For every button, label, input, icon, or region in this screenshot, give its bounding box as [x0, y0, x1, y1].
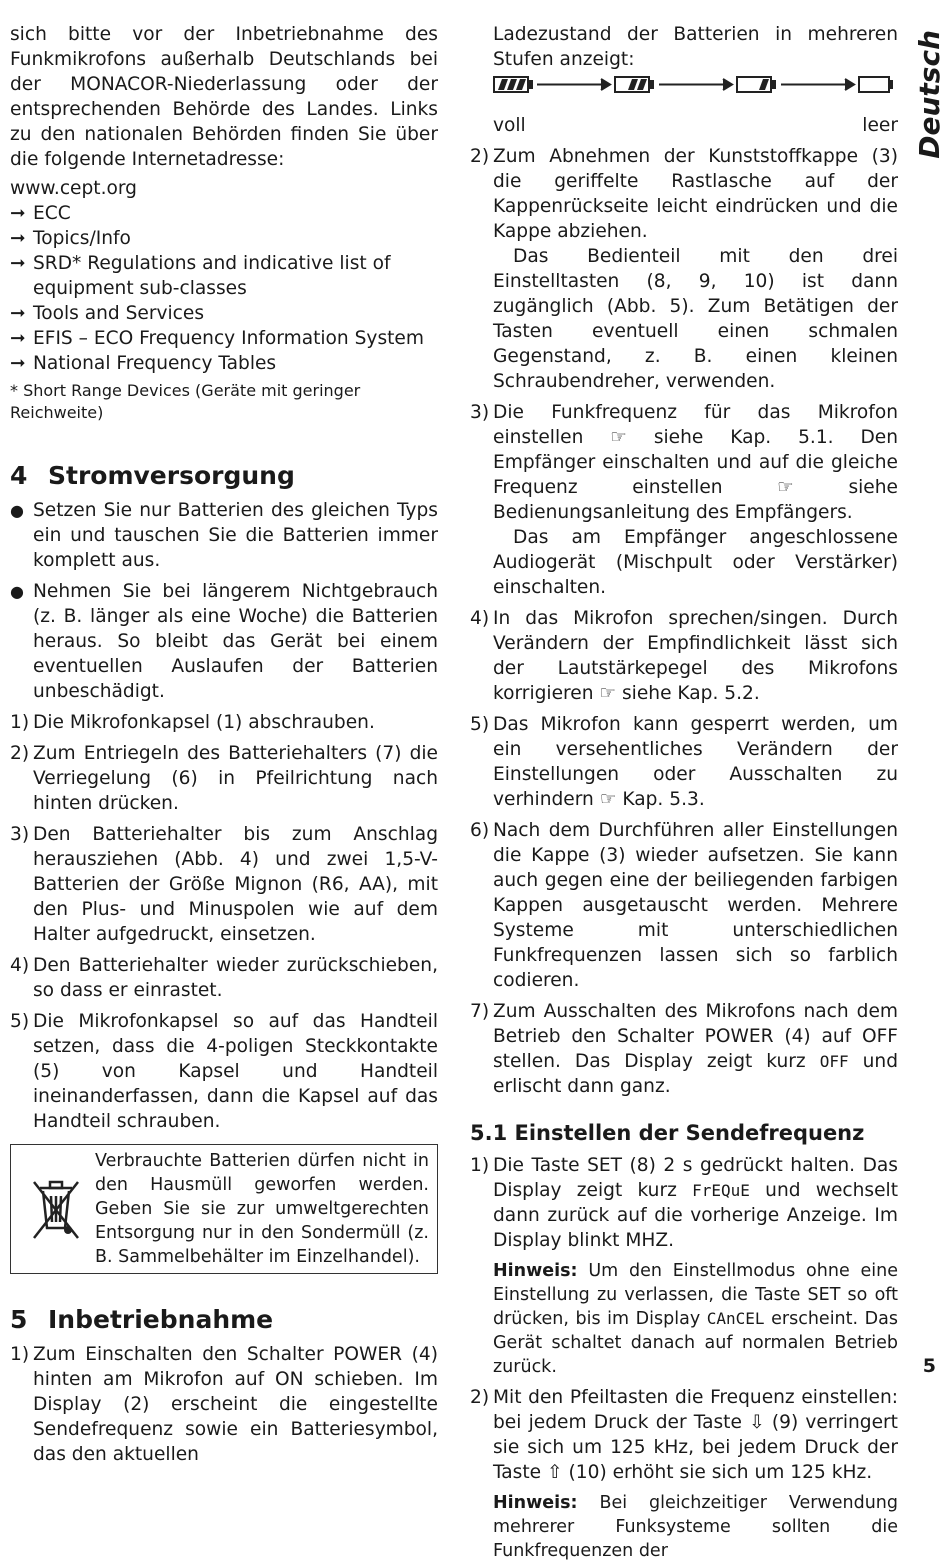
step-paragraph: Das am Empfänger angeschlossene Audiogerät (Mischpult oder Verstärker) einschalten. [493, 527, 898, 598]
battery-empty-label: leer [862, 115, 898, 136]
step-item: 4) Den Batteriehalter wieder zurückschieben, so dass er einrastet. [10, 955, 438, 1001]
arrow-right-icon: ➞ [10, 203, 26, 224]
cept-url[interactable]: www.cept.org [10, 178, 137, 199]
lcd-text: MHZ [625, 1230, 669, 1251]
arrow-right-icon: ➞ [10, 328, 26, 349]
pointing-hand-icon: ☞ [777, 477, 794, 498]
bullet-item: ● Nehmen Sie bei längerem Nichtgebrauch (z. B. länger als eine Woche) die Batterien heraus. So bleibt das Gerät bei einem eventuellen Auslaufen der Batterien unbeschädigt. [10, 581, 438, 702]
link-path-item: ➞ EFIS – ECO Frequency Information System [10, 328, 424, 349]
arrow-right-icon: ➞ [10, 228, 26, 249]
step-item: 5) Die Mikrofonkapsel so auf das Handteil setzen, dass die 4-poligen Steckkontakte (5) von Kapsel und Handteil ineinanderfassen, dann die Kapsel auf das Handteil schrauben. [10, 1011, 438, 1132]
pointing-hand-icon: ☞ [599, 789, 617, 810]
step-item: 2) Zum Entriegeln des Batteriehalters (7) die Verriegelung (6) in Pfeilrichtung nach hinten drücken. [10, 743, 438, 814]
left-column [10, 22, 438, 1467]
link-path-list [10, 201, 438, 376]
arrow-up-icon: ⇧ [547, 1462, 563, 1483]
link-path-item: ➞ ECC [10, 203, 71, 224]
step-item: 1) Zum Einschalten den Schalter POWER (4) hinten am Mikrofon auf ON schieben. Im Display (2) erscheint die eingestellte Sendefrequenz sowie ein Batteriesymbol, das den aktuellen [10, 1344, 438, 1465]
hint-paragraph: Hinweis: Bei gleichzeitiger Verwendung mehrerer Funksysteme sollten die Funkfrequenzen der [493, 1493, 898, 1561]
lcd-text: FrEQuE [692, 1181, 750, 1200]
link-path-item: ➞ Topics/Info [10, 228, 131, 249]
link-path-item: ➞ SRD* Regulations and indicative list of equipment sub-classes [10, 253, 391, 299]
section-5-heading: 5 Inbetriebnahme [10, 1305, 274, 1334]
step-item: 4) In das Mikrofon sprechen/singen. Durch Verändern der Empfindlichkeit lässt sich der Lautstärkepegel des Mikrofons korrigieren ☞ siehe Kap. 5.2. [470, 608, 898, 704]
link-path-item: ➞ National Frequency Tables [10, 353, 277, 374]
section-4-heading: 4 Stromversorgung [10, 461, 295, 490]
step-item: 3) Den Batteriehalter bis zum Anschlag herausziehen (Abb. 4) und zwei 1,5-V-Batterien der Größe Mignon (R6, AA), mit den Plus- und Minuspolen wie auf dem Halter aufgedruckt, einsetzen. [10, 824, 438, 945]
step-paragraph: Das Bedienteil mit den drei Einstelltasten (8, 9, 10) ist dann zugänglich (Abb. 5). Zum Betätigen der Tasten eventuell einen schmalen Gegenstand, z. B. einen kleinen Schraubendreher, verwenden. [493, 246, 898, 392]
bullet-icon: ● [10, 501, 24, 520]
disposal-note-box [10, 1144, 438, 1274]
intro-paragraph: sich bitte vor der Inbetriebnahme des Funkmikrofons außerhalb Deutschlands bei der MONACOR-Niederlassung oder der entsprechenden Behörde des Landes. Links zu den nationalen Behörden finden Sie über die folgende Internetadresse: [10, 24, 438, 170]
step-item: 7) Zum Ausschalten des Mikrofons nach dem Betrieb den Schalter POWER (4) auf OFF stellen. Das Display zeigt kurz OFF und erlischt dann ganz. [470, 1001, 898, 1097]
step-item: 1) Die Taste SET (8) 2 s gedrückt halten. Das Display zeigt kurz FrEQuE und wechselt dann zurück auf die vorherige Anzeige. Im Display blinkt MHZ. [470, 1155, 899, 1251]
pointing-hand-icon: ☞ [610, 427, 627, 448]
crossed-bin-icon [17, 1149, 95, 1269]
step-item: 2) Mit den Pfeiltasten die Frequenz einstellen: bei jedem Druck der Taste ⇩ (9) verringert sie sich um 125 kHz, bei jedem Druck der Taste ⇧ (10) erhöht sie sich um 125 kHz. [470, 1387, 898, 1483]
hint-paragraph: Hinweis: Um den Einstellmodus ohne eine Einstellung zu verlassen, die Taste SET so oft drücken, bis im Display CAnCEL erscheint. Das Gerät schaltet danach auf normalen Betrieb zurück. [493, 1261, 898, 1377]
language-tab: Deutsch [913, 30, 946, 159]
arrow-down-icon: ⇩ [749, 1412, 765, 1433]
right-column [470, 22, 898, 1563]
arrow-right-icon: ➞ [10, 253, 26, 274]
link-path-item: ➞ Tools and Services [10, 303, 205, 324]
battery-level-diagram [470, 72, 898, 138]
section-5-1-heading: 5.1 Einstellen der Sendefrequenz [470, 1121, 865, 1145]
step-item: 6) Nach dem Durchführen aller Einstellungen die Kappe (3) wieder aufsetzen. Sie kann auch gegen eine der beiliegenden farbigen Kappen ausgetauscht werden. Mehrere Systeme mit unterschiedlichen Funkfrequenzen lassen sich so farblich codieren. [470, 820, 898, 991]
step-continuation: Ladezustand der Batterien in mehreren Stufen anzeigt: [493, 24, 898, 70]
arrow-right-icon: ➞ [10, 303, 26, 324]
pointing-hand-icon: ☞ [599, 683, 617, 704]
disposal-note-text: Verbrauchte Batterien dürfen nicht in den Hausmüll geworfen werden. Geben Sie sie zur umweltgerechten Entsorgung nur in den Sondermüll (z. B. Sammelbehälter im Einzelhandel). [95, 1151, 429, 1267]
lcd-text: OFF [819, 1052, 849, 1071]
bullet-icon: ● [10, 582, 24, 601]
bullet-item: ● Setzen Sie nur Batterien des gleichen Typs ein und tauschen Sie die Batterien immer komplett aus. [10, 500, 438, 571]
step-item: 2) Zum Abnehmen der Kunststoffkappe (3) die geriffelte Rastlasche auf der Kappenrückseite leicht eindrücken und die Kappe abziehen. [470, 146, 898, 242]
lcd-text: CAnCEL [706, 1309, 765, 1328]
arrow-right-icon: ➞ [10, 353, 26, 374]
step-item: 5) Das Mikrofon kann gesperrt werden, um ein versehentliches Verändern der Einstellungen oder Ausschalten zu verhindern ☞ Kap. 5.3. [470, 714, 898, 810]
battery-full-label: voll [493, 115, 526, 136]
step-item: 1) Die Mikrofonkapsel (1) abschrauben. [10, 712, 375, 733]
battery-levels-icon [493, 72, 893, 98]
page-number: 5 [922, 1355, 936, 1377]
step-item: 3) Die Funkfrequenz für das Mikrofon einstellen ☞ siehe Kap. 5.1. Den Empfänger einschalten und auf die gleiche Frequenz einstellen ☞ siehe Bedienungsanleitung des Empfängers. [470, 402, 898, 523]
footnote: * Short Range Devices (Geräte mit geringer Reichweite) [10, 381, 361, 422]
